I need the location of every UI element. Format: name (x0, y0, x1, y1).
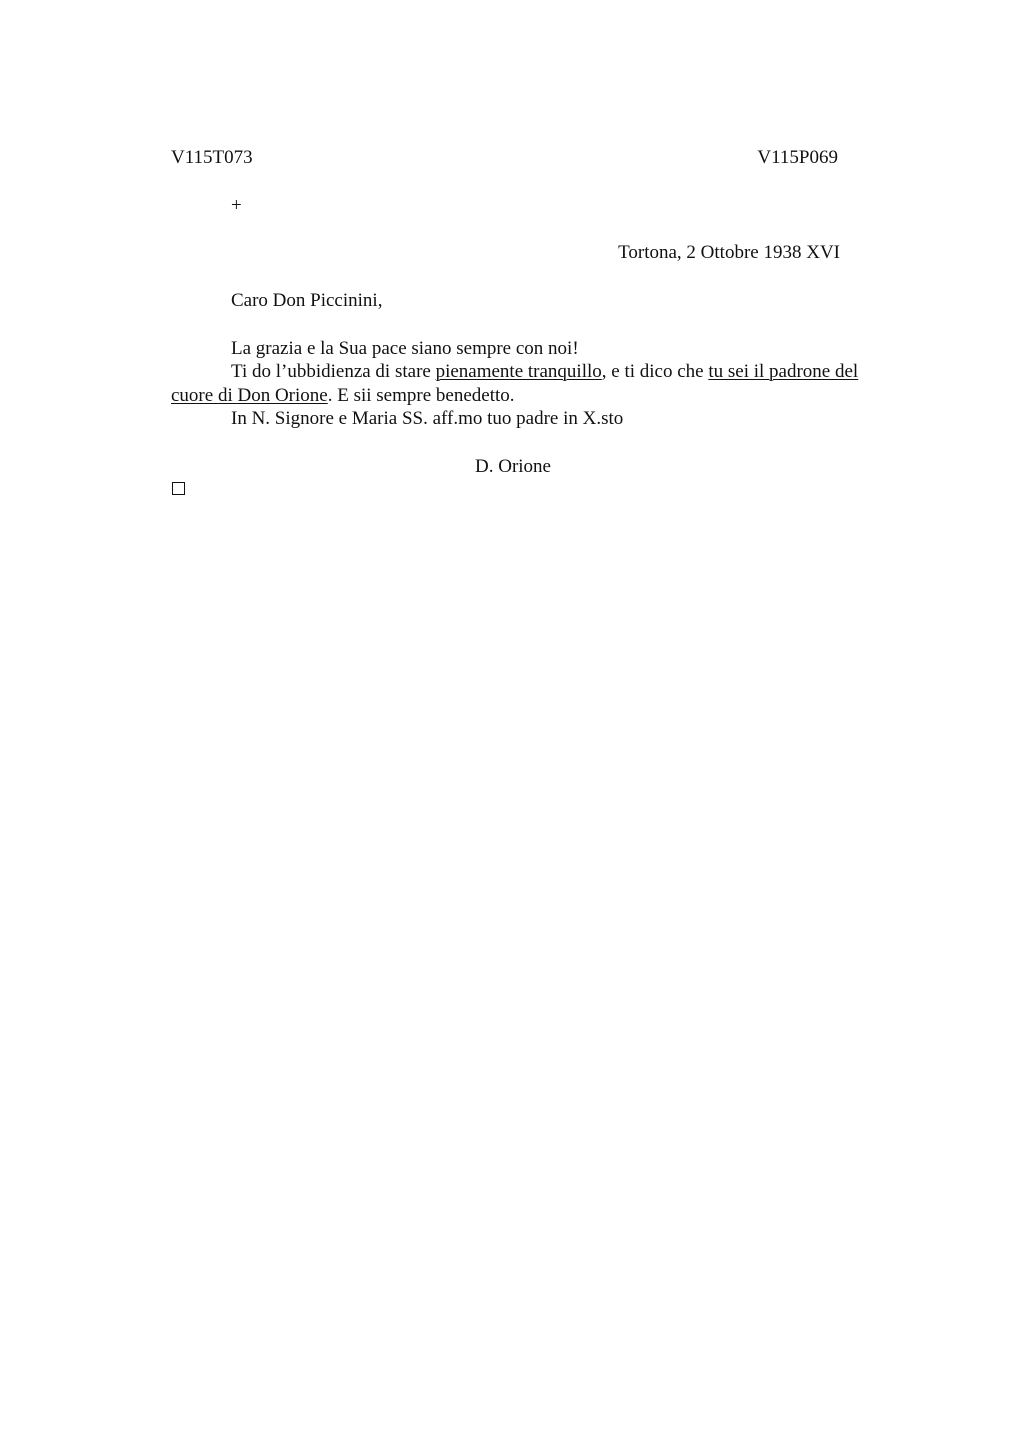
signature: D. Orione (475, 456, 551, 477)
body-line-2-text-b: , e ti dico che (601, 361, 709, 382)
underlined-phrase-cuore: cuore di Don Orione (171, 385, 328, 406)
right-reference-code: V115P069 (757, 147, 838, 168)
body-line-1: La grazia e la Sua pace siano sempre con noi! (231, 338, 579, 359)
date-line: Tortona, 2 Ottobre 1938 XVI (618, 242, 840, 263)
left-reference-code: V115T073 (171, 147, 253, 168)
body-line-3-text: . E sii sempre benedetto. (327, 385, 515, 406)
body-line-3 (171, 384, 515, 408)
salutation: Caro Don Piccinini, (231, 290, 383, 311)
body-line-4: In N. Signore e Maria SS. aff.mo tuo padre in X.sto (231, 408, 624, 429)
underlined-phrase-tranquillo: pienamente tranquillo (435, 361, 602, 382)
empty-square-icon (172, 482, 185, 495)
body-line-2 (231, 360, 858, 384)
body-line-2-text-a: Ti do l’ubbidienza di stare (231, 361, 436, 382)
cross-symbol: + (231, 195, 242, 216)
underlined-phrase-padrone: tu sei il padrone del (708, 361, 859, 382)
